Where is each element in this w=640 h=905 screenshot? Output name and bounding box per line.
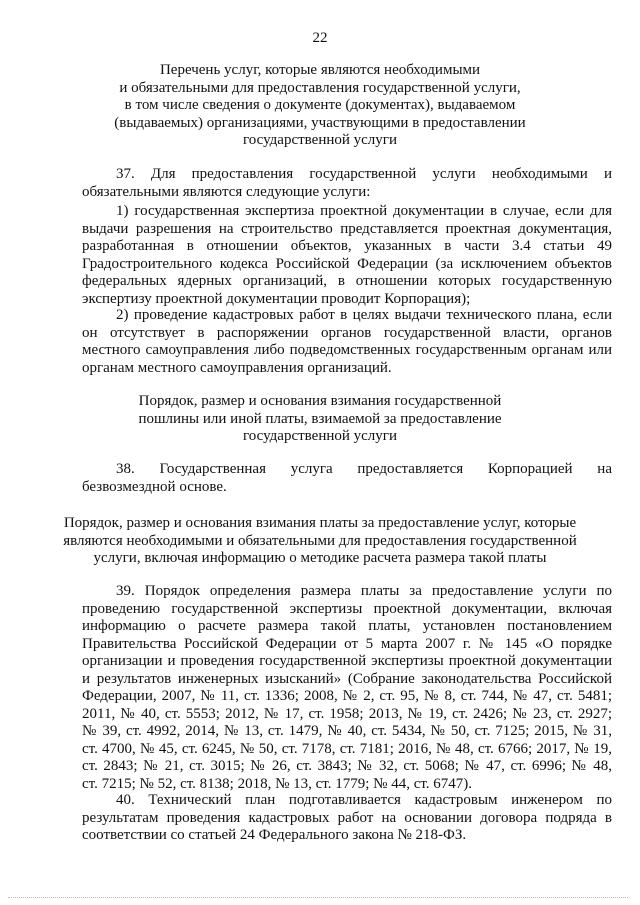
- heading-line: и обязательными для предоставления государственной услуги,: [119, 79, 521, 96]
- text-line: он отсутствует в распоряжении органов государственной власти, органов: [82, 324, 612, 341]
- text-line: 39. Порядок определения размера платы за предоставление услуги по: [116, 583, 612, 599]
- text-line: 2011, № 40, ст. 5553; 2012, № 17, ст. 1958; 2013, № 19, ст. 2426; № 23, ст. 2927;: [82, 705, 612, 722]
- paragraph-37-item-1: [82, 203, 612, 308]
- text-line: результатам проведения кадастровых работ на основании договора подряда в: [82, 809, 612, 826]
- heading-line: Перечень услуг, которые являются необходимыми: [159, 62, 481, 78]
- text-line: выдачи разрешения на строительство представляется проектная документация,: [82, 220, 612, 237]
- text-line: ст. 2843; № 21, ст. 3015; № 26, ст. 3843; № 32, ст. 5068; № 47, ст. 6996; № 48,: [82, 758, 612, 774]
- text-line: органам местного самоуправления организаций.: [82, 359, 392, 376]
- text-line: экспертизу проектной документации проводит Корпорация);: [82, 290, 471, 307]
- heading-line: государственной услуги: [243, 428, 397, 444]
- paragraph-40: [82, 792, 612, 845]
- text-line: соответствии со статьей 24 Федерального закона № 218-ФЗ.: [82, 827, 467, 843]
- text-line: Градостроительного кодекса Российской Федерации (за исключением объектов: [82, 255, 612, 272]
- text-line: Федерации, 2007, № 11, ст. 1336; 2008, № 2, ст. 95, № 8, ст. 744, № 47, ст. 5481;: [82, 688, 612, 704]
- heading-fee-for-services: [40, 515, 600, 568]
- paragraph-37-item-2: [82, 307, 612, 377]
- heading-line: услуги, включая информацию о методике расчета размера такой платы: [93, 550, 547, 566]
- paragraph-37: [82, 166, 612, 201]
- heading-line: пошлины или иной платы, взимаемой за предоставление: [138, 410, 502, 427]
- heading-line: государственной услуги: [243, 132, 397, 148]
- heading-line: являются необходимыми и обязательными для предоставления государственной: [63, 532, 577, 549]
- page-number: 22: [312, 30, 328, 46]
- text-line: федеральных ядерных организаций, в отношении которых государственную: [82, 273, 612, 289]
- text-line: 40. Технический план подготавливается кадастровым инженером по: [116, 792, 612, 808]
- paragraph-38: [82, 461, 612, 496]
- heading-line: в том числе сведения о документе (документах), выдаваемом: [124, 97, 516, 113]
- text-line: безвозмездной основе.: [82, 478, 227, 495]
- text-line: местного самоуправления либо подведомственных государственным органам или: [82, 342, 612, 358]
- heading-list-of-services: [60, 62, 580, 150]
- text-line: проведению государственной экспертизы проектной документации, включая: [82, 600, 612, 617]
- heading-line: Порядок, размер и основания взимания государственной: [138, 393, 502, 409]
- text-line: разработанная в отношении объектов, указанных в части 3.4 статьи 49: [82, 238, 612, 254]
- text-line: Правительства Российской Федерации от 5 марта 2007 г. № 145 «О порядке: [82, 635, 612, 652]
- text-line: 1) государственная экспертиза проектной документации в случае, если для: [116, 203, 612, 219]
- heading-line: Порядок, размер и основания взимания платы за предоставление услуг, которые: [63, 515, 577, 531]
- text-line: информацию о расчете размера такой платы, установлен постановлением: [82, 618, 612, 634]
- text-line: и результатов инженерных изысканий» (Собрание законодательства Российской: [82, 670, 612, 687]
- text-line: 38. Государственная услуга предоставляется Корпорацией на: [116, 461, 612, 477]
- text-line: ст. 7215; № 52, ст. 8138; 2018, № 13, ст. 1779; № 44, ст. 6747).: [82, 775, 473, 792]
- heading-state-fee: [60, 393, 580, 446]
- text-line: 37. Для предоставления государственной услуги необходимыми и: [116, 166, 612, 182]
- text-line: ст. 4700, № 45, ст. 6245, № 50, ст. 7178, ст. 7181; 2016, № 48, ст. 6766; 2017, № 19,: [82, 740, 612, 757]
- text-line: 2) проведение кадастровых работ в целях выдачи технического плана, если: [116, 307, 612, 323]
- paragraph-39: [82, 583, 612, 793]
- text-line: обязательными являются следующие услуги:: [82, 183, 371, 200]
- heading-line: (выдаваемых) организациями, участвующими в предоставлении: [114, 114, 526, 131]
- text-line: № 39, ст. 4992, 2014, № 13, ст. 1479, № 40, ст. 5434, № 50, ст. 7125; 2015, № 31,: [82, 723, 612, 739]
- text-line: организации и проведения государственной экспертизы проектной документации: [82, 653, 612, 669]
- scan-edge-divider: [8, 896, 628, 898]
